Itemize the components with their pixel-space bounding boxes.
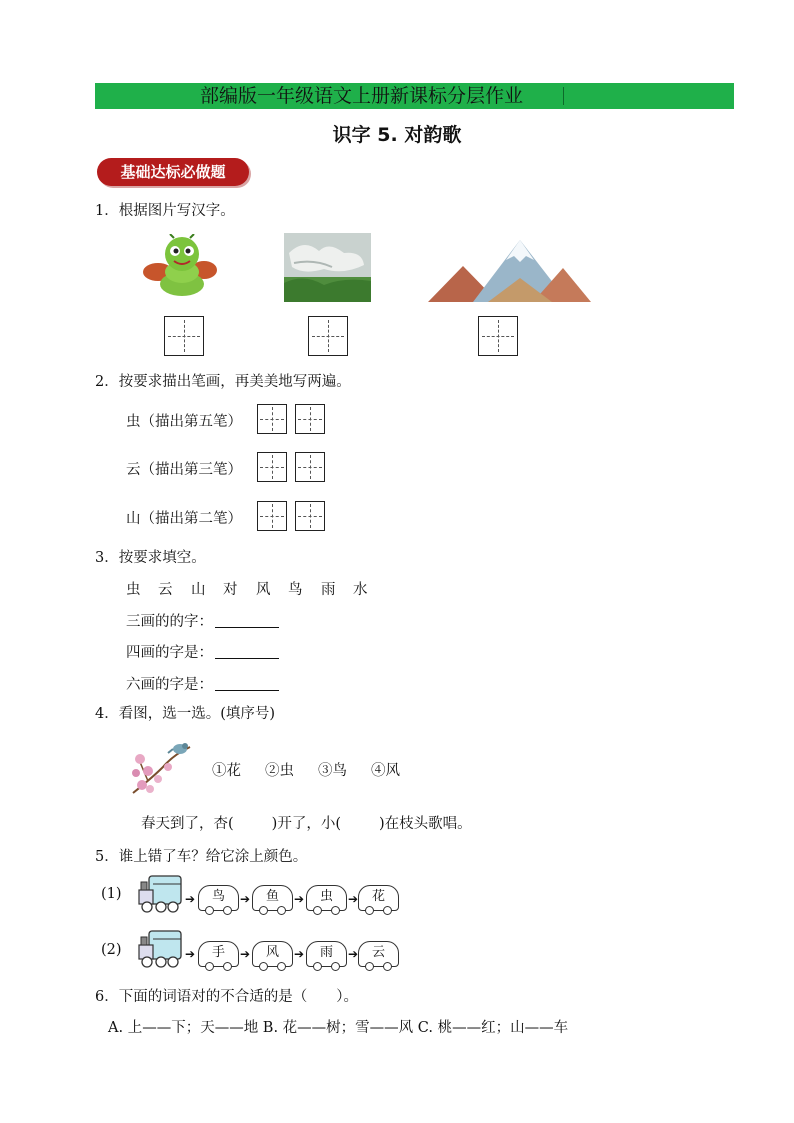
sentence-part: )在枝头歌唱。 [379,816,472,832]
question-4-sentence [141,812,472,833]
question-6-options: A. 上——下；天——地 B. 花——树；雪——风 C. 桃——红；山——车 [108,1020,569,1036]
fill-line-label: 三画的的字： [126,614,213,630]
fill-line-1 [126,610,279,631]
train-car[interactable] [306,941,347,967]
answer-blank[interactable] [215,644,279,659]
train-car[interactable] [358,941,399,967]
trace-row-label: 云（描出第三笔） [126,462,242,478]
page-title: 识字 5. 对韵歌 [332,124,462,146]
arrow-icon: ➔ [185,947,196,961]
question-6-prompt: 6．下面的词语对的不合适的是（ ）。 [95,989,358,1005]
train-engine-icon [135,929,183,969]
answer-blank[interactable] [215,613,279,628]
question-1-prompt: 1．根据图片写汉字。 [95,203,235,219]
arrow-icon: ➔ [348,947,359,961]
car-label: 手 [211,945,225,960]
trace-grid[interactable] [257,501,287,531]
train-label: (2) [101,942,122,958]
fill-line-label: 四画的字是： [126,645,213,661]
trace-grid[interactable] [257,404,287,434]
train-car[interactable] [306,885,347,911]
arrow-icon: ➔ [240,947,251,961]
fill-line-label: 六画的字是： [126,677,213,693]
option-list [212,759,400,780]
option-item[interactable]: ②虫 [265,763,294,779]
arrow-icon: ➔ [185,892,196,906]
header-banner [95,83,734,109]
apricot-bird-image [128,737,194,797]
char-bank [126,578,373,599]
train-car[interactable] [198,885,239,911]
train-car[interactable] [252,885,293,911]
char-item: 水 [353,582,368,598]
trace-grid[interactable] [295,452,325,482]
sentence-part: 春天到了，杏( [141,816,234,832]
char-item: 鸟 [288,582,303,598]
train-engine-icon [135,874,183,914]
arrow-icon: ➔ [240,892,251,906]
char-item: 虫 [126,582,141,598]
question-2-prompt: 2．按要求描出笔画，再美美地写两遍。 [95,374,351,390]
char-item: 风 [256,582,271,598]
banner-divider [563,87,564,105]
trace-row-label: 山（描出第二笔） [126,511,242,527]
trace-grid[interactable] [295,404,325,434]
arrow-icon: ➔ [348,892,359,906]
fill-line-2 [126,641,279,662]
option-item[interactable]: ③鸟 [318,763,347,779]
car-label: 鱼 [265,889,279,904]
sentence-part: )开了，小( [271,816,341,832]
char-item: 山 [191,582,206,598]
fill-line-3 [126,673,279,694]
option-item[interactable]: ①花 [212,763,241,779]
train-car[interactable] [252,941,293,967]
car-label: 云 [371,945,385,960]
writing-grid-2[interactable] [308,316,348,356]
writing-grid-1[interactable] [164,316,204,356]
trace-grid[interactable] [295,501,325,531]
writing-grid-3[interactable] [478,316,518,356]
car-label: 雨 [319,945,333,960]
answer-blank[interactable] [215,676,279,691]
banner-text: 部编版一年级语文上册新课标分层作业 [200,85,524,107]
car-label: 虫 [319,889,333,904]
train-label: (1) [101,886,122,902]
char-item: 对 [223,582,238,598]
car-label: 花 [371,889,385,904]
char-item: 云 [158,582,173,598]
caterpillar-image [138,234,222,302]
char-item: 雨 [321,582,336,598]
arrow-icon: ➔ [294,892,305,906]
arrow-icon: ➔ [294,947,305,961]
question-5-prompt: 5．谁上错了车？给它涂上颜色。 [95,849,308,865]
train-car[interactable] [358,885,399,911]
question-4-prompt: 4．看图，选一选。(填序号) [95,706,276,722]
car-label: 鸟 [211,889,225,904]
train-car[interactable] [198,941,239,967]
trace-grid[interactable] [257,452,287,482]
mountains-image [428,238,591,304]
trace-row-label: 虫（描出第五笔） [126,414,242,430]
car-label: 风 [265,945,279,960]
cloud-landscape-image [284,233,371,302]
option-item[interactable]: ④风 [371,763,400,779]
section-tag: 基础达标必做题 [97,158,249,186]
question-3-prompt: 3．按要求填空。 [95,550,206,566]
